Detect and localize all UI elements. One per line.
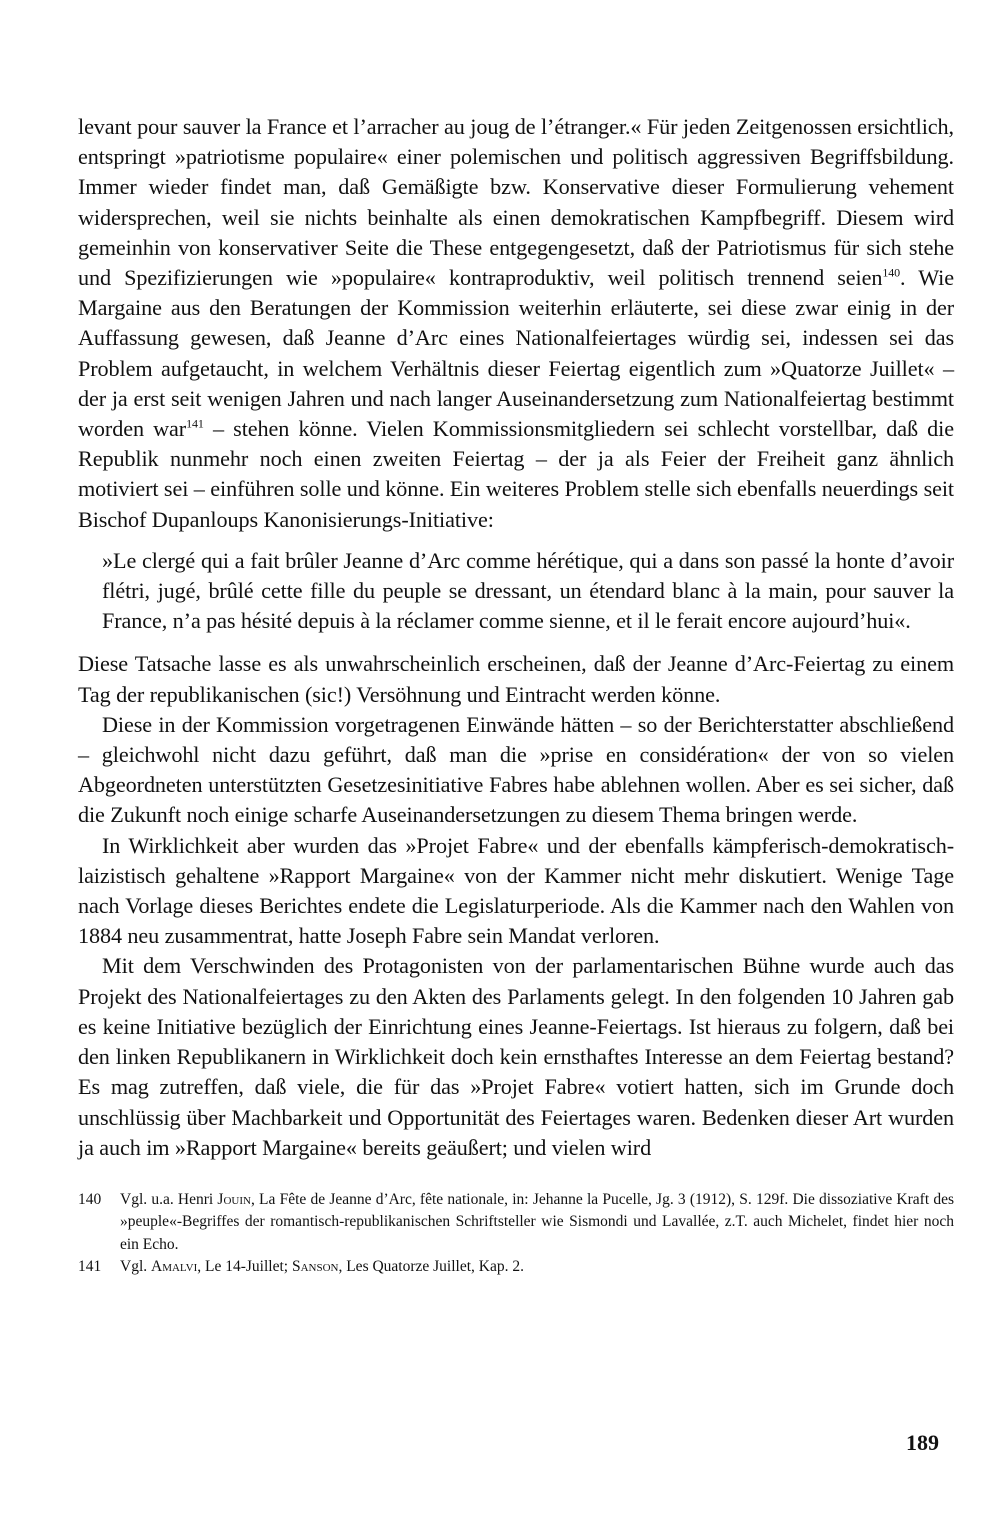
- paragraph-1-part-a: levant pour sauver la France et l’arracher au joug de l’étranger.« Für jeden Zeitgenossen ersichtlich, entspringt »patriotisme populaire« einer polemischen und politisch aggressiven Begriffsbildung. Immer wieder findet man, daß Gemäßigte bzw. Konservative dieser Formulierung vehement widersprechen, weil sie nichts beinhalte als einen demokratischen Kampfbegriff. Diesem wird gemeinhin von konservativer Seite die These entgegengesetzt, daß der Patriotismus für sich stehe und Spezifizierungen wie »populaire« kontraproduktiv, weil politisch trennend seien: [78, 114, 954, 291]
- footnote-ref-140[interactable]: 140: [882, 265, 901, 280]
- footnote-text: Vgl. u.a. Henri Jouin, La Fête de Jeanne d’Arc, fête nationale, in: Jehanne la Pucelle, Jg. 3 (1912), S. 129f. Die dissoziative Kraft des »peuple«-Begriffes der romantisch-republikanischen Schriftsteller wie Sismondi und Lavallée, z.T. auch Michelet, findet hier noch ein Echo.: [120, 1190, 955, 1253]
- block-quote: »Le clergé qui a fait brûler Jeanne d’Arc comme hérétique, qui a dans son passé la honte d’avoir flétri, jugé, brûlé cette fille du peuple se dressant, un étendard blanc à la main, pour sauver la France, n’a pas hésité depuis à la réclamer comme sienne, et il le ferait encore aujourd’hui«.: [102, 547, 954, 634]
- paragraph-4: In Wirklichkeit aber wurden das »Projet Fabre« und der ebenfalls kämpferisch-demokratisch-laizistisch gehaltene »Rapport Margaine« von der Kammer nicht mehr diskutiert. Wenige Tage nach Vorlage dieses Berichtes endete die Legislaturperiode. Als die Kammer nach den Wahlen von 1884 neu zusammentrat, hatte Joseph Fabre sein Mandat verloren.: [78, 832, 954, 949]
- footnote-text: Vgl. Amalvi, Le 14-Juillet; Sanson, Les Quatorze Juillet, Kap. 2.: [120, 1258, 524, 1276]
- paragraph-2: Diese Tatsache lasse es als unwahrscheinlich erscheinen, daß der Jeanne d’Arc-Feiertag zu einem Tag der republikanischen (sic!) Versöhnung und Eintracht werden könne.: [78, 651, 954, 707]
- paragraph-1-part-b: . Wie Margaine aus den Beratungen der Kommission weiterhin erläuterte, sei diese zwar einig in der Auffassung gewesen, daß Jeanne d’Arc eines Nationalfeiertages würdig sei, indessen sei das Problem aufgetaucht, in welchem Verhältnis dieser Feiertag eigentlich zum »Quatorze Juillet« – der ja erst seit wenigen Jahren und nach langer Auseinandersetzung zum Nationalfeiertag bestimmt worden war: [78, 265, 954, 442]
- paragraph-1: [78, 112, 954, 535]
- page-number: 189: [906, 1430, 939, 1455]
- paragraph-1-part-c: – stehen könne. Vielen Kommissionsmitgliedern sei schlecht vorstellbar, daß die Republik nunmehr noch einen zweiten Feiertag – der ja als Feier der Freiheit ganz ähnlich motiviert sei – einführen solle und könne. Ein weiteres Problem stelle sich ebenfalls neuerdings seit Bischof Dupanloups Kanonisierungs-Initiative:: [78, 416, 954, 532]
- page-body: [78, 112, 954, 1279]
- footnote-author: Amalvi: [151, 1258, 198, 1276]
- footnote-author: Sanson: [291, 1258, 339, 1276]
- paragraph-5: Mit dem Verschwinden des Protagonisten von der parlamentarischen Bühne wurde auch das Projekt des Nationalfeiertages zu den Akten des Parlaments gelegt. In den folgenden 10 Jahren gab es keine Initiative bezüglich der Einrichtung eines Jeanne-Feiertags. Ist hieraus zu folgern, daß bei den linken Republikanern in Wirklichkeit doch kein ernsthaftes Interesse an dem Feiertag bestand? Es mag zutreffen, daß viele, die für das »Projet Fabre« votiert hatten, sich im Grunde doch unschlüssig über Machbarkeit und Opportunität des Feiertages waren. Bedenken dieser Art wurden ja auch im »Rapport Margaine« bereits geäußert; und vielen wird: [78, 953, 954, 1160]
- footnotes: [78, 1189, 954, 1279]
- paragraph-3: Diese in der Kommission vorgetragenen Einwände hätten – so der Berichterstatter abschließend – gleichwohl nicht dazu geführt, daß man die »prise en considération« der von so vielen Abgeordneten unterstützten Gesetzesinitiative Fabres habe ablehnen wollen. Aber es sei sicher, daß die Zukunft noch einige scharfe Auseinandersetzungen zu diesem Thema bringen werde.: [78, 711, 954, 828]
- footnote-number: 140: [78, 1190, 102, 1208]
- footnote-ref-141[interactable]: 141: [186, 416, 204, 431]
- footnote-author: Jouin: [217, 1190, 251, 1208]
- footnote-140: [78, 1189, 954, 1257]
- footnote-number: 141: [78, 1258, 102, 1276]
- footnote-141: [78, 1256, 954, 1279]
